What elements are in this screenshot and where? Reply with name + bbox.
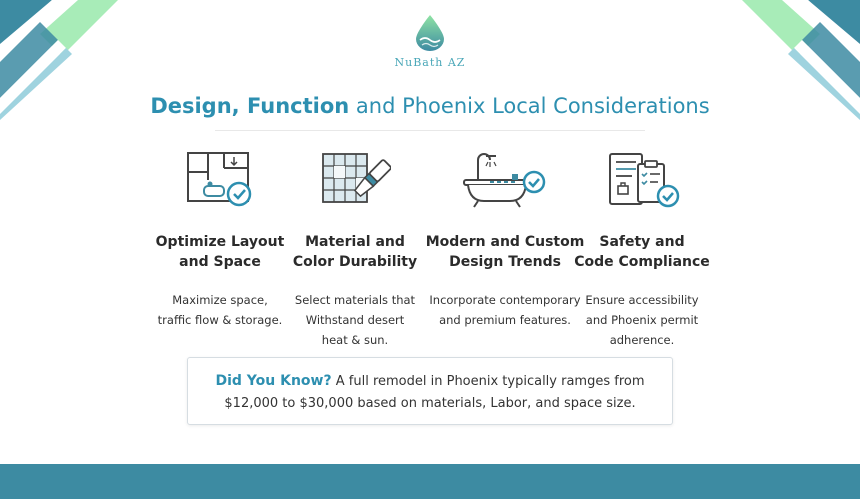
callout-label: Did You Know? [215,373,332,389]
feature-title: Safety and Code Compliance [574,234,710,270]
footer-band [0,464,860,499]
feature-description: Select materials that Withstand desert heat & sun. [294,293,416,347]
page-title-strong: Design, Function [150,94,350,118]
callout-text-1: A full remodel in Phoenix typically ramges from [335,374,645,389]
feature-description: Ensure accessibility and Phoenix permit adherence. [585,293,699,347]
feature-safety-compliance [562,150,722,350]
tile-brush-icon [319,150,391,210]
title-divider [215,130,645,131]
floor-plan-check-icon [184,150,256,210]
feature-title: Modern and Custom Design Trends [425,234,585,270]
feature-title: Optimize Layout and Space [155,234,285,270]
callout-line-1 [188,370,672,393]
callout-line-2: $12,000 to $30,000 based on materials, Labor, and space size. [224,396,636,411]
feature-material-durability [275,150,435,350]
bathtub-check-icon [460,150,550,210]
page-title [0,94,860,118]
feature-description: Maximize space, traffic flow & storage. [157,293,283,327]
brand-logo [388,14,472,69]
brand-name: NuBath AZ [394,56,466,69]
feature-title: Material and Color Durability [292,234,418,270]
feature-description: Incorporate contemporary and premium features. [429,293,581,327]
page-title-rest: and Phoenix Local Considerations [349,94,710,118]
feature-modern-design [425,150,585,330]
did-you-know-callout [187,357,673,425]
checklist-clipboard-icon [602,150,682,210]
water-drop-icon [413,14,447,52]
